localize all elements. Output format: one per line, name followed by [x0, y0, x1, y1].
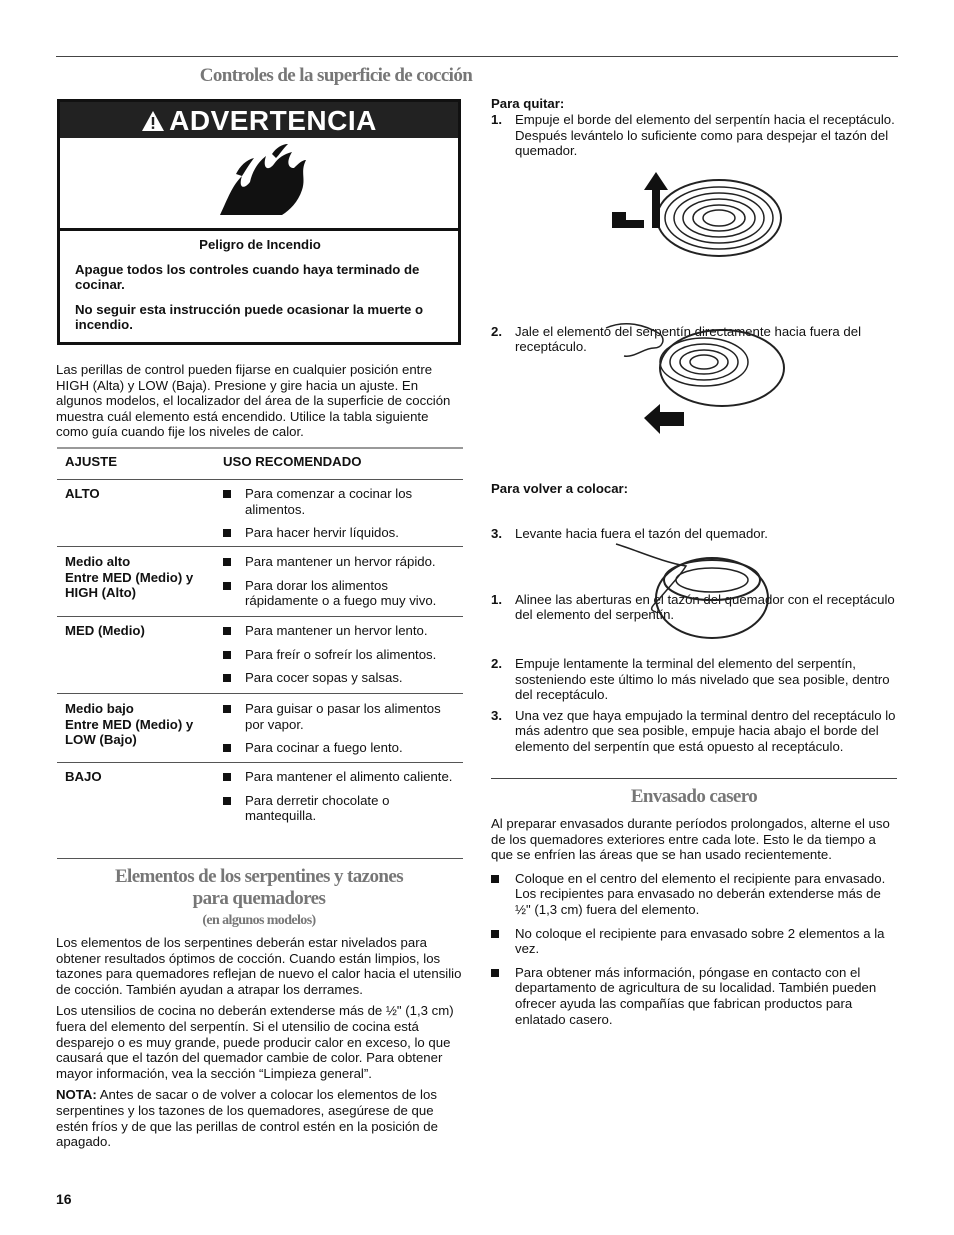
coils-title: [56, 866, 462, 910]
replace-steps-2-3: [491, 656, 896, 755]
setting-cell: Medio bajo Entre MED (Medio) y LOW (Bajo): [65, 701, 194, 748]
warning-header: [60, 102, 458, 138]
step-number: 1.: [491, 591, 502, 607]
warning-title: ADVERTENCIA: [169, 105, 377, 136]
bullet-icon: [223, 674, 231, 682]
replace-step-text: Empuje lentamente la terminal del elemento del serpentín, sosteniendo este último lo más nivelado que sea posible, dentro del receptáculo.: [515, 656, 890, 703]
step-number: 2.: [491, 323, 502, 339]
warning-line-2: No seguir esta instrucción puede ocasionar la muerte o incendio.: [75, 301, 424, 333]
bullet-icon: [223, 529, 231, 537]
remove-title: Para quitar:: [491, 96, 565, 111]
warning-subtitle: Peligro de Incendio: [199, 237, 321, 252]
warning-box: [57, 99, 461, 345]
canning-bullet: Coloque en el centro del elemento el recipiente para envasado. Los recipientes para envasado no deberán extenderse más de ½" (1,3 cm) fuera del elemento.: [515, 870, 886, 917]
coils-paragraph-2: Los utensilios de cocina no deberán extenderse más de ½" (1,3 cm) fuera del elemento del serpentín. Si el utensilio de cocina está desparejo o es muy grande, puede producir calor en exceso, lo que causará que el tazón del quemador cambie de color. Para obtener mayor información, vea la sección “Limpieza general”.: [56, 1003, 454, 1081]
use-item: Para guisar o pasar los alimentos por vapor.: [245, 701, 441, 732]
table-row: [57, 546, 463, 616]
bullet-icon: [223, 651, 231, 659]
bullet-icon: [491, 875, 499, 883]
setting-cell: BAJO: [65, 769, 102, 784]
replace-step-text: Una vez que haya empujado la terminal dentro del receptáculo lo más adentro que sea posible, empuje hacia abajo el borde del elemento del serpentín que está opuesto al receptáculo.: [515, 707, 896, 754]
table-bottom-rule: [57, 858, 463, 859]
setting-cell: MED (Medio): [65, 623, 145, 638]
coils-subtitle: (en algunos modelos): [202, 913, 316, 928]
remove-step-text: Levante hacia fuera el tazón del quemador.: [515, 525, 768, 541]
remove-step-text: Jale el elemento del serpentín directamente hacia fuera del receptáculo.: [515, 323, 862, 355]
canning-rule: [491, 778, 897, 779]
note-label: NOTA:: [56, 1087, 97, 1103]
bullet-icon: [223, 797, 231, 805]
step-number: 2.: [491, 656, 502, 671]
table-row: [57, 693, 463, 762]
table-row: [57, 616, 463, 693]
coils-title-line-1: Elementos de los serpentines y tazones: [114, 866, 404, 887]
intro-paragraph: Las perillas de control pueden fijarse en cualquier posición entre HIGH (Alta) y LOW (Baja). Presione y gire hacia un ajuste. En algunos modelos, el localizador del área de la superficie de cocción muestra cuál elemento está encendido. Utilice la tabla siguiente como guía cuando fije los niveles de calor.: [56, 362, 451, 440]
replace-step-text: Alinee las aberturas en el tazón del quemador con el receptáculo del elemento del serpentín.: [515, 591, 895, 623]
use-item: Para mantener un hervor lento.: [245, 623, 428, 638]
settings-table: [57, 447, 463, 859]
step-number: 3.: [491, 707, 502, 723]
table-header: [57, 447, 463, 479]
coil-lift-illustration: [604, 168, 784, 262]
bowl-align-illustration: [612, 536, 778, 646]
use-item: Para cocinar a fuego lento.: [245, 740, 403, 756]
bullet-icon: [223, 773, 231, 781]
coils-paragraph-1: Los elementos de los serpentines deberán estar nivelados para obtener resultados óptimos de cocción. Cuando están limpios, los tazones para quemadores reflejan de nuevo el calor hacia el utensilio de cocción. También ayudan a atrapar los derrames.: [56, 935, 462, 997]
coils-title-line-2: para quemadores: [192, 888, 326, 909]
warning-line-1: Apague todos los controles cuando haya terminado de cocinar.: [75, 261, 420, 293]
use-item: Para mantener un hervor rápido.: [245, 554, 436, 569]
fire-icon: [60, 138, 464, 228]
page-number: 16: [56, 1191, 72, 1207]
use-item: Para freír o sofreír los alimentos.: [245, 646, 437, 662]
bullet-icon: [491, 930, 499, 938]
coil-pull-illustration: [604, 318, 786, 440]
canning-bullet: No coloque el recipiente para envasado sobre 2 elementos a la vez.: [515, 925, 885, 957]
warning-text: [75, 237, 445, 342]
top-rule: [56, 56, 898, 57]
use-item: Para dorar los alimentos rápidamente o a fuego muy vivo.: [245, 577, 437, 609]
replace-step-2: [491, 656, 896, 703]
coils-note: [56, 1087, 462, 1149]
note-text: Antes de sacar o de volver a colocar los elementos de los serpentines y los tazones de los quemadores, asegúrese de que estén fríos y de que las perillas de control estén en la posición de apagado.: [56, 1087, 438, 1150]
bullet-icon: [491, 969, 499, 977]
step-number: 3.: [491, 525, 502, 541]
setting-cell: ALTO: [65, 486, 100, 501]
use-item: Para comenzar a cocinar los alimentos.: [245, 486, 413, 517]
use-item: Para cocer sopas y salsas.: [245, 670, 403, 686]
canning-bullet: Para obtener más información, póngase en contacto con el departamento de agricultura de su localidad. También pueden ofrecer ayuda las compañías que fabrican productos para enlatado casero.: [515, 964, 877, 1027]
warning-triangle-icon: [141, 110, 165, 132]
remove-step-text: Empuje el borde del elemento del serpentín hacia el receptáculo. Después levántelo lo suficiente como para despejar el tazón del quemador.: [515, 112, 895, 159]
coils-body: [56, 935, 462, 1150]
use-item: Para derretir chocolate o mantequilla.: [245, 792, 390, 824]
use-item: Para mantener el alimento caliente.: [245, 769, 453, 784]
fire-image: [60, 138, 458, 231]
replace-step-3: [491, 708, 896, 755]
canning-intro: Al preparar envasados durante períodos prolongados, alterne el uso de los quemadores exteriores entre cada lote. Esto le da tiempo a que se enfríen las áreas que se han usado recientemente.: [491, 816, 890, 863]
bullet-icon: [223, 490, 231, 498]
bullet-icon: [223, 558, 231, 566]
table-row: [57, 479, 463, 546]
bullet-icon: [223, 705, 231, 713]
replace-title: Para volver a colocar:: [491, 481, 629, 496]
canning-body: [491, 816, 895, 1035]
header-use: USO RECOMENDADO: [223, 454, 362, 469]
step-number: 1.: [491, 112, 502, 127]
remove-step-1: [491, 112, 895, 159]
header-setting: AJUSTE: [65, 454, 118, 469]
table-row: [57, 762, 463, 858]
use-item: Para hacer hervir líquidos.: [245, 525, 399, 541]
bullet-icon: [223, 582, 231, 590]
bullet-icon: [223, 744, 231, 752]
canning-title: Envasado casero: [630, 786, 758, 807]
setting-cell: Medio alto Entre MED (Medio) y HIGH (Alto): [65, 554, 194, 601]
bullet-icon: [223, 627, 231, 635]
section-title: Controles de la superficie de cocción: [199, 65, 473, 86]
